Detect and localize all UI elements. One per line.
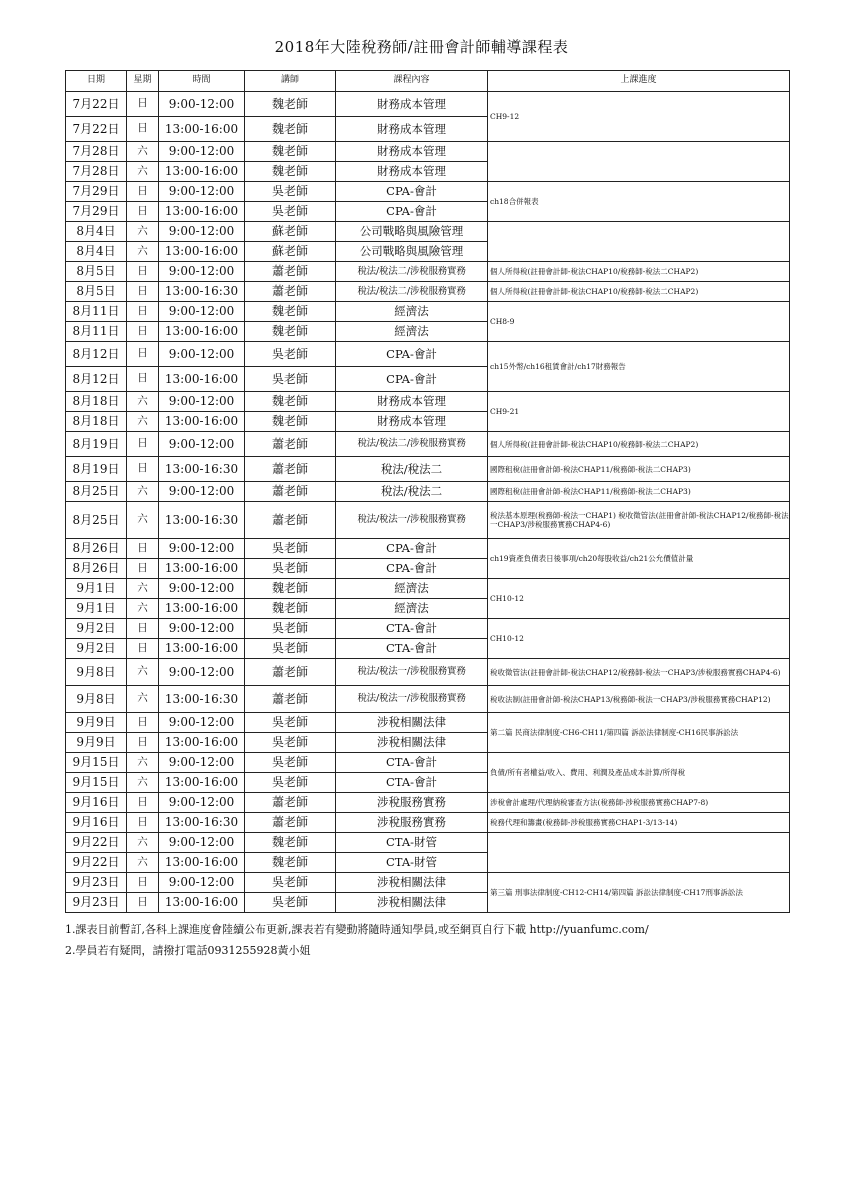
date-cell: 9月23日 bbox=[66, 893, 127, 913]
teacher-cell: 吳老師 bbox=[245, 619, 336, 639]
teacher-cell: 吳老師 bbox=[245, 559, 336, 579]
date-cell: 8月18日 bbox=[66, 392, 127, 412]
table-row bbox=[66, 392, 790, 412]
teacher-cell: 吳老師 bbox=[245, 753, 336, 773]
table-row bbox=[66, 813, 790, 833]
time-cell: 9:00-12:00 bbox=[159, 579, 245, 599]
time-cell: 9:00-12:00 bbox=[159, 392, 245, 412]
weekday-cell: 六 bbox=[127, 853, 159, 873]
weekday-cell: 日 bbox=[127, 639, 159, 659]
progress-cell: 負債/所有者權益/收入、費用、利潤及產品成本計算/所得稅 bbox=[488, 753, 790, 793]
weekday-cell: 日 bbox=[127, 873, 159, 893]
date-cell: 8月11日 bbox=[66, 302, 127, 322]
progress-cell bbox=[488, 142, 790, 182]
weekday-cell: 日 bbox=[127, 559, 159, 579]
date-cell: 7月22日 bbox=[66, 117, 127, 142]
table-row bbox=[66, 457, 790, 482]
course-cell: 經濟法 bbox=[336, 322, 488, 342]
course-cell: 財務成本管理 bbox=[336, 92, 488, 117]
weekday-cell: 六 bbox=[127, 773, 159, 793]
progress-cell: 第二篇 民商法律制度-CH6-CH11/第四篇 訴訟法律制度-CH16民事訴訟法 bbox=[488, 713, 790, 753]
table-header-row bbox=[66, 71, 790, 92]
weekday-cell: 日 bbox=[127, 182, 159, 202]
progress-cell: ch19資產負債表日後事項/ch20每股收益/ch21公允價值計量 bbox=[488, 539, 790, 579]
course-cell: 涉稅服務實務 bbox=[336, 793, 488, 813]
table-row bbox=[66, 686, 790, 713]
weekday-cell: 六 bbox=[127, 142, 159, 162]
weekday-cell: 六 bbox=[127, 162, 159, 182]
teacher-cell: 蕭老師 bbox=[245, 262, 336, 282]
teacher-cell: 蕭老師 bbox=[245, 686, 336, 713]
date-cell: 7月28日 bbox=[66, 142, 127, 162]
teacher-cell: 魏老師 bbox=[245, 302, 336, 322]
teacher-cell: 吳老師 bbox=[245, 342, 336, 367]
course-cell: 經濟法 bbox=[336, 599, 488, 619]
table-row bbox=[66, 432, 790, 457]
teacher-cell: 魏老師 bbox=[245, 92, 336, 117]
date-cell: 8月5日 bbox=[66, 282, 127, 302]
time-cell: 13:00-16:30 bbox=[159, 457, 245, 482]
date-cell: 8月26日 bbox=[66, 539, 127, 559]
time-cell: 9:00-12:00 bbox=[159, 713, 245, 733]
time-cell: 13:00-16:00 bbox=[159, 202, 245, 222]
course-cell: 財務成本管理 bbox=[336, 142, 488, 162]
teacher-cell: 魏老師 bbox=[245, 117, 336, 142]
progress-cell: CH9-21 bbox=[488, 392, 790, 432]
time-cell: 13:00-16:00 bbox=[159, 367, 245, 392]
weekday-cell: 日 bbox=[127, 322, 159, 342]
time-cell: 9:00-12:00 bbox=[159, 833, 245, 853]
weekday-cell: 日 bbox=[127, 619, 159, 639]
table-row bbox=[66, 262, 790, 282]
progress-cell: ch18合併報表 bbox=[488, 182, 790, 222]
table-row bbox=[66, 482, 790, 502]
time-cell: 9:00-12:00 bbox=[159, 873, 245, 893]
time-cell: 13:00-16:30 bbox=[159, 686, 245, 713]
date-cell: 8月4日 bbox=[66, 242, 127, 262]
teacher-cell: 吳老師 bbox=[245, 639, 336, 659]
time-cell: 9:00-12:00 bbox=[159, 222, 245, 242]
course-cell: 涉稅相關法律 bbox=[336, 873, 488, 893]
date-cell: 9月8日 bbox=[66, 686, 127, 713]
schedule-body bbox=[66, 92, 790, 913]
course-cell: 財務成本管理 bbox=[336, 392, 488, 412]
teacher-cell: 吳老師 bbox=[245, 367, 336, 392]
weekday-cell: 六 bbox=[127, 242, 159, 262]
teacher-cell: 吳老師 bbox=[245, 539, 336, 559]
date-cell: 8月25日 bbox=[66, 502, 127, 539]
course-cell: CTA-會計 bbox=[336, 639, 488, 659]
header-weekday: 星期 bbox=[127, 71, 159, 92]
time-cell: 9:00-12:00 bbox=[159, 539, 245, 559]
course-cell: 公司戰略與風險管理 bbox=[336, 242, 488, 262]
weekday-cell: 日 bbox=[127, 262, 159, 282]
table-row bbox=[66, 182, 790, 202]
teacher-cell: 吳老師 bbox=[245, 773, 336, 793]
time-cell: 13:00-16:00 bbox=[159, 559, 245, 579]
time-cell: 13:00-16:00 bbox=[159, 853, 245, 873]
progress-cell: 涉稅會計處理/代理納稅審查方法(稅務師-涉稅服務實務CHAP7-8) bbox=[488, 793, 790, 813]
time-cell: 13:00-16:00 bbox=[159, 773, 245, 793]
time-cell: 9:00-12:00 bbox=[159, 619, 245, 639]
date-cell: 8月11日 bbox=[66, 322, 127, 342]
table-row bbox=[66, 282, 790, 302]
progress-cell bbox=[488, 833, 790, 873]
weekday-cell: 日 bbox=[127, 432, 159, 457]
time-cell: 9:00-12:00 bbox=[159, 659, 245, 686]
date-cell: 8月12日 bbox=[66, 367, 127, 392]
weekday-cell: 六 bbox=[127, 599, 159, 619]
time-cell: 13:00-16:30 bbox=[159, 282, 245, 302]
progress-cell: 稅收徵管法(註冊會計師-稅法CHAP12/稅務師-稅法一CHAP3/涉稅服務實務CHAP4-6) bbox=[488, 659, 790, 686]
progress-cell bbox=[488, 222, 790, 262]
weekday-cell: 六 bbox=[127, 482, 159, 502]
date-cell: 8月5日 bbox=[66, 262, 127, 282]
time-cell: 13:00-16:00 bbox=[159, 412, 245, 432]
course-cell: CTA-財管 bbox=[336, 833, 488, 853]
course-cell: 涉稅相關法律 bbox=[336, 733, 488, 753]
course-cell: 稅法/稅法二 bbox=[336, 457, 488, 482]
course-cell: 稅法/稅法二/涉稅服務實務 bbox=[336, 282, 488, 302]
progress-cell: 稅法基本原理(稅務師-稅法一CHAP1) 稅收徵管法(註冊會計師-稅法CHAP12/稅務師-稅法一CHAP3/涉稅服務實務CHAP4-6) bbox=[488, 502, 790, 539]
teacher-cell: 魏老師 bbox=[245, 579, 336, 599]
date-cell: 9月2日 bbox=[66, 619, 127, 639]
progress-cell: 個人所得稅(註冊會計師-稅法CHAP10/稅務師-稅法二CHAP2) bbox=[488, 282, 790, 302]
time-cell: 13:00-16:00 bbox=[159, 893, 245, 913]
table-row bbox=[66, 753, 790, 773]
date-cell: 9月8日 bbox=[66, 659, 127, 686]
date-cell: 8月25日 bbox=[66, 482, 127, 502]
course-cell: 稅法/稅法一/涉稅服務實務 bbox=[336, 686, 488, 713]
weekday-cell: 日 bbox=[127, 302, 159, 322]
progress-cell: 稅務代理和籌畫(稅務師-涉稅服務實務CHAP1-3/13-14) bbox=[488, 813, 790, 833]
date-cell: 8月19日 bbox=[66, 457, 127, 482]
date-cell: 8月18日 bbox=[66, 412, 127, 432]
note-1: 1.課表目前暫訂,各科上課進度會陸續公布更新,課表若有變動將隨時通知學員,或至網頁自行下載 http://yuanfumc.com/ bbox=[65, 923, 649, 936]
table-row bbox=[66, 342, 790, 367]
weekday-cell: 日 bbox=[127, 117, 159, 142]
course-cell: CTA-財管 bbox=[336, 853, 488, 873]
course-cell: CPA-會計 bbox=[336, 182, 488, 202]
weekday-cell: 日 bbox=[127, 342, 159, 367]
teacher-cell: 蕭老師 bbox=[245, 502, 336, 539]
teacher-cell: 魏老師 bbox=[245, 833, 336, 853]
time-cell: 9:00-12:00 bbox=[159, 302, 245, 322]
header-teacher: 講師 bbox=[245, 71, 336, 92]
date-cell: 9月15日 bbox=[66, 773, 127, 793]
weekday-cell: 日 bbox=[127, 282, 159, 302]
teacher-cell: 蕭老師 bbox=[245, 793, 336, 813]
course-cell: CTA-會計 bbox=[336, 619, 488, 639]
teacher-cell: 魏老師 bbox=[245, 412, 336, 432]
table-row bbox=[66, 873, 790, 893]
weekday-cell: 六 bbox=[127, 222, 159, 242]
weekday-cell: 六 bbox=[127, 412, 159, 432]
course-cell: 財務成本管理 bbox=[336, 412, 488, 432]
time-cell: 9:00-12:00 bbox=[159, 753, 245, 773]
page-title: 2018年大陸稅務師/註冊會計師輔導課程表 bbox=[274, 38, 569, 56]
table-row bbox=[66, 502, 790, 539]
course-cell: 稅法/稅法二/涉稅服務實務 bbox=[336, 262, 488, 282]
course-cell: 稅法/稅法一/涉稅服務實務 bbox=[336, 502, 488, 539]
teacher-cell: 魏老師 bbox=[245, 853, 336, 873]
header-time: 時間 bbox=[159, 71, 245, 92]
header-date: 日期 bbox=[66, 71, 127, 92]
table-row bbox=[66, 659, 790, 686]
time-cell: 9:00-12:00 bbox=[159, 793, 245, 813]
header-progress: 上課進度 bbox=[488, 71, 790, 92]
date-cell: 9月1日 bbox=[66, 579, 127, 599]
date-cell: 9月22日 bbox=[66, 833, 127, 853]
time-cell: 13:00-16:30 bbox=[159, 813, 245, 833]
teacher-cell: 魏老師 bbox=[245, 322, 336, 342]
teacher-cell: 蕭老師 bbox=[245, 432, 336, 457]
progress-cell: CH9-12 bbox=[488, 92, 790, 142]
course-cell: CPA-會計 bbox=[336, 342, 488, 367]
course-cell: 財務成本管理 bbox=[336, 162, 488, 182]
teacher-cell: 吳老師 bbox=[245, 733, 336, 753]
course-cell: 涉稅服務實務 bbox=[336, 813, 488, 833]
weekday-cell: 日 bbox=[127, 539, 159, 559]
weekday-cell: 六 bbox=[127, 659, 159, 686]
teacher-cell: 蕭老師 bbox=[245, 659, 336, 686]
teacher-cell: 蕭老師 bbox=[245, 282, 336, 302]
teacher-cell: 吳老師 bbox=[245, 182, 336, 202]
teacher-cell: 蕭老師 bbox=[245, 482, 336, 502]
weekday-cell: 日 bbox=[127, 202, 159, 222]
schedule-table bbox=[65, 70, 790, 913]
progress-cell: 第三篇 刑事法律制度-CH12-CH14/第四篇 訴訟法律制度-CH17刑事訴訟法 bbox=[488, 873, 790, 913]
weekday-cell: 六 bbox=[127, 502, 159, 539]
progress-cell: CH8-9 bbox=[488, 302, 790, 342]
teacher-cell: 蕭老師 bbox=[245, 457, 336, 482]
progress-cell: 稅收法制(註冊會計師-稅法CHAP13/稅務師-稅法一CHAP3/涉稅服務實務CHAP12) bbox=[488, 686, 790, 713]
time-cell: 13:00-16:00 bbox=[159, 322, 245, 342]
progress-cell: 國際租稅(註冊會計師-稅法CHAP11/稅務師-稅法二CHAP3) bbox=[488, 457, 790, 482]
course-cell: 稅法/稅法二 bbox=[336, 482, 488, 502]
header-course: 課程內容 bbox=[336, 71, 488, 92]
teacher-cell: 魏老師 bbox=[245, 142, 336, 162]
progress-cell: CH10-12 bbox=[488, 579, 790, 619]
weekday-cell: 日 bbox=[127, 713, 159, 733]
course-cell: CPA-會計 bbox=[336, 559, 488, 579]
teacher-cell: 魏老師 bbox=[245, 392, 336, 412]
progress-cell: ch15外幣/ch16租賃會計/ch17財務報告 bbox=[488, 342, 790, 392]
date-cell: 8月4日 bbox=[66, 222, 127, 242]
time-cell: 13:00-16:00 bbox=[159, 117, 245, 142]
course-cell: 涉稅相關法律 bbox=[336, 893, 488, 913]
time-cell: 13:00-16:00 bbox=[159, 242, 245, 262]
table-row bbox=[66, 793, 790, 813]
table-row bbox=[66, 539, 790, 559]
date-cell: 9月1日 bbox=[66, 599, 127, 619]
notes bbox=[65, 921, 805, 963]
teacher-cell: 蘇老師 bbox=[245, 242, 336, 262]
weekday-cell: 六 bbox=[127, 686, 159, 713]
date-cell: 9月23日 bbox=[66, 873, 127, 893]
date-cell: 9月9日 bbox=[66, 713, 127, 733]
time-cell: 9:00-12:00 bbox=[159, 342, 245, 367]
date-cell: 9月16日 bbox=[66, 793, 127, 813]
weekday-cell: 日 bbox=[127, 813, 159, 833]
date-cell: 9月15日 bbox=[66, 753, 127, 773]
date-cell: 9月2日 bbox=[66, 639, 127, 659]
progress-cell: 個人所得稅(註冊會計師-稅法CHAP10/稅務師-稅法二CHAP2) bbox=[488, 432, 790, 457]
table-row bbox=[66, 92, 790, 117]
time-cell: 13:00-16:00 bbox=[159, 599, 245, 619]
weekday-cell: 日 bbox=[127, 367, 159, 392]
table-row bbox=[66, 713, 790, 733]
date-cell: 7月22日 bbox=[66, 92, 127, 117]
course-cell: CPA-會計 bbox=[336, 539, 488, 559]
progress-cell: 個人所得稅(註冊會計師-稅法CHAP10/稅務師-稅法二CHAP2) bbox=[488, 262, 790, 282]
table-row bbox=[66, 302, 790, 322]
teacher-cell: 蘇老師 bbox=[245, 222, 336, 242]
time-cell: 13:00-16:00 bbox=[159, 733, 245, 753]
course-cell: CTA-會計 bbox=[336, 773, 488, 793]
time-cell: 9:00-12:00 bbox=[159, 432, 245, 457]
course-cell: 經濟法 bbox=[336, 302, 488, 322]
course-cell: 涉稅相關法律 bbox=[336, 713, 488, 733]
course-cell: 經濟法 bbox=[336, 579, 488, 599]
date-cell: 9月9日 bbox=[66, 733, 127, 753]
progress-cell: CH10-12 bbox=[488, 619, 790, 659]
time-cell: 13:00-16:30 bbox=[159, 502, 245, 539]
weekday-cell: 六 bbox=[127, 579, 159, 599]
weekday-cell: 六 bbox=[127, 833, 159, 853]
table-row bbox=[66, 222, 790, 242]
time-cell: 9:00-12:00 bbox=[159, 482, 245, 502]
time-cell: 9:00-12:00 bbox=[159, 182, 245, 202]
teacher-cell: 吳老師 bbox=[245, 893, 336, 913]
teacher-cell: 魏老師 bbox=[245, 162, 336, 182]
date-cell: 7月29日 bbox=[66, 202, 127, 222]
date-cell: 7月29日 bbox=[66, 182, 127, 202]
weekday-cell: 日 bbox=[127, 793, 159, 813]
teacher-cell: 蕭老師 bbox=[245, 813, 336, 833]
course-cell: CTA-會計 bbox=[336, 753, 488, 773]
time-cell: 13:00-16:00 bbox=[159, 639, 245, 659]
date-cell: 9月22日 bbox=[66, 853, 127, 873]
teacher-cell: 吳老師 bbox=[245, 202, 336, 222]
course-cell: 公司戰略與風險管理 bbox=[336, 222, 488, 242]
time-cell: 9:00-12:00 bbox=[159, 262, 245, 282]
date-cell: 8月12日 bbox=[66, 342, 127, 367]
course-cell: CPA-會計 bbox=[336, 202, 488, 222]
date-cell: 9月16日 bbox=[66, 813, 127, 833]
date-cell: 8月19日 bbox=[66, 432, 127, 457]
weekday-cell: 日 bbox=[127, 893, 159, 913]
weekday-cell: 日 bbox=[127, 457, 159, 482]
teacher-cell: 吳老師 bbox=[245, 713, 336, 733]
table-row bbox=[66, 142, 790, 162]
progress-cell: 國際租稅(註冊會計師-稅法CHAP11/稅務師-稅法二CHAP3) bbox=[488, 482, 790, 502]
course-cell: 稅法/稅法一/涉稅服務實務 bbox=[336, 659, 488, 686]
course-cell: CPA-會計 bbox=[336, 367, 488, 392]
table-row bbox=[66, 579, 790, 599]
teacher-cell: 吳老師 bbox=[245, 873, 336, 893]
note-2: 2.學員若有疑問，請撥打電話0931255928黃小姐 bbox=[65, 944, 311, 957]
course-cell: 財務成本管理 bbox=[336, 117, 488, 142]
weekday-cell: 六 bbox=[127, 392, 159, 412]
time-cell: 13:00-16:00 bbox=[159, 162, 245, 182]
table-row bbox=[66, 833, 790, 853]
date-cell: 8月26日 bbox=[66, 559, 127, 579]
course-cell: 稅法/稅法二/涉稅服務實務 bbox=[336, 432, 488, 457]
date-cell: 7月28日 bbox=[66, 162, 127, 182]
table-row bbox=[66, 619, 790, 639]
time-cell: 9:00-12:00 bbox=[159, 92, 245, 117]
weekday-cell: 日 bbox=[127, 733, 159, 753]
weekday-cell: 六 bbox=[127, 753, 159, 773]
weekday-cell: 日 bbox=[127, 92, 159, 117]
time-cell: 9:00-12:00 bbox=[159, 142, 245, 162]
teacher-cell: 魏老師 bbox=[245, 599, 336, 619]
